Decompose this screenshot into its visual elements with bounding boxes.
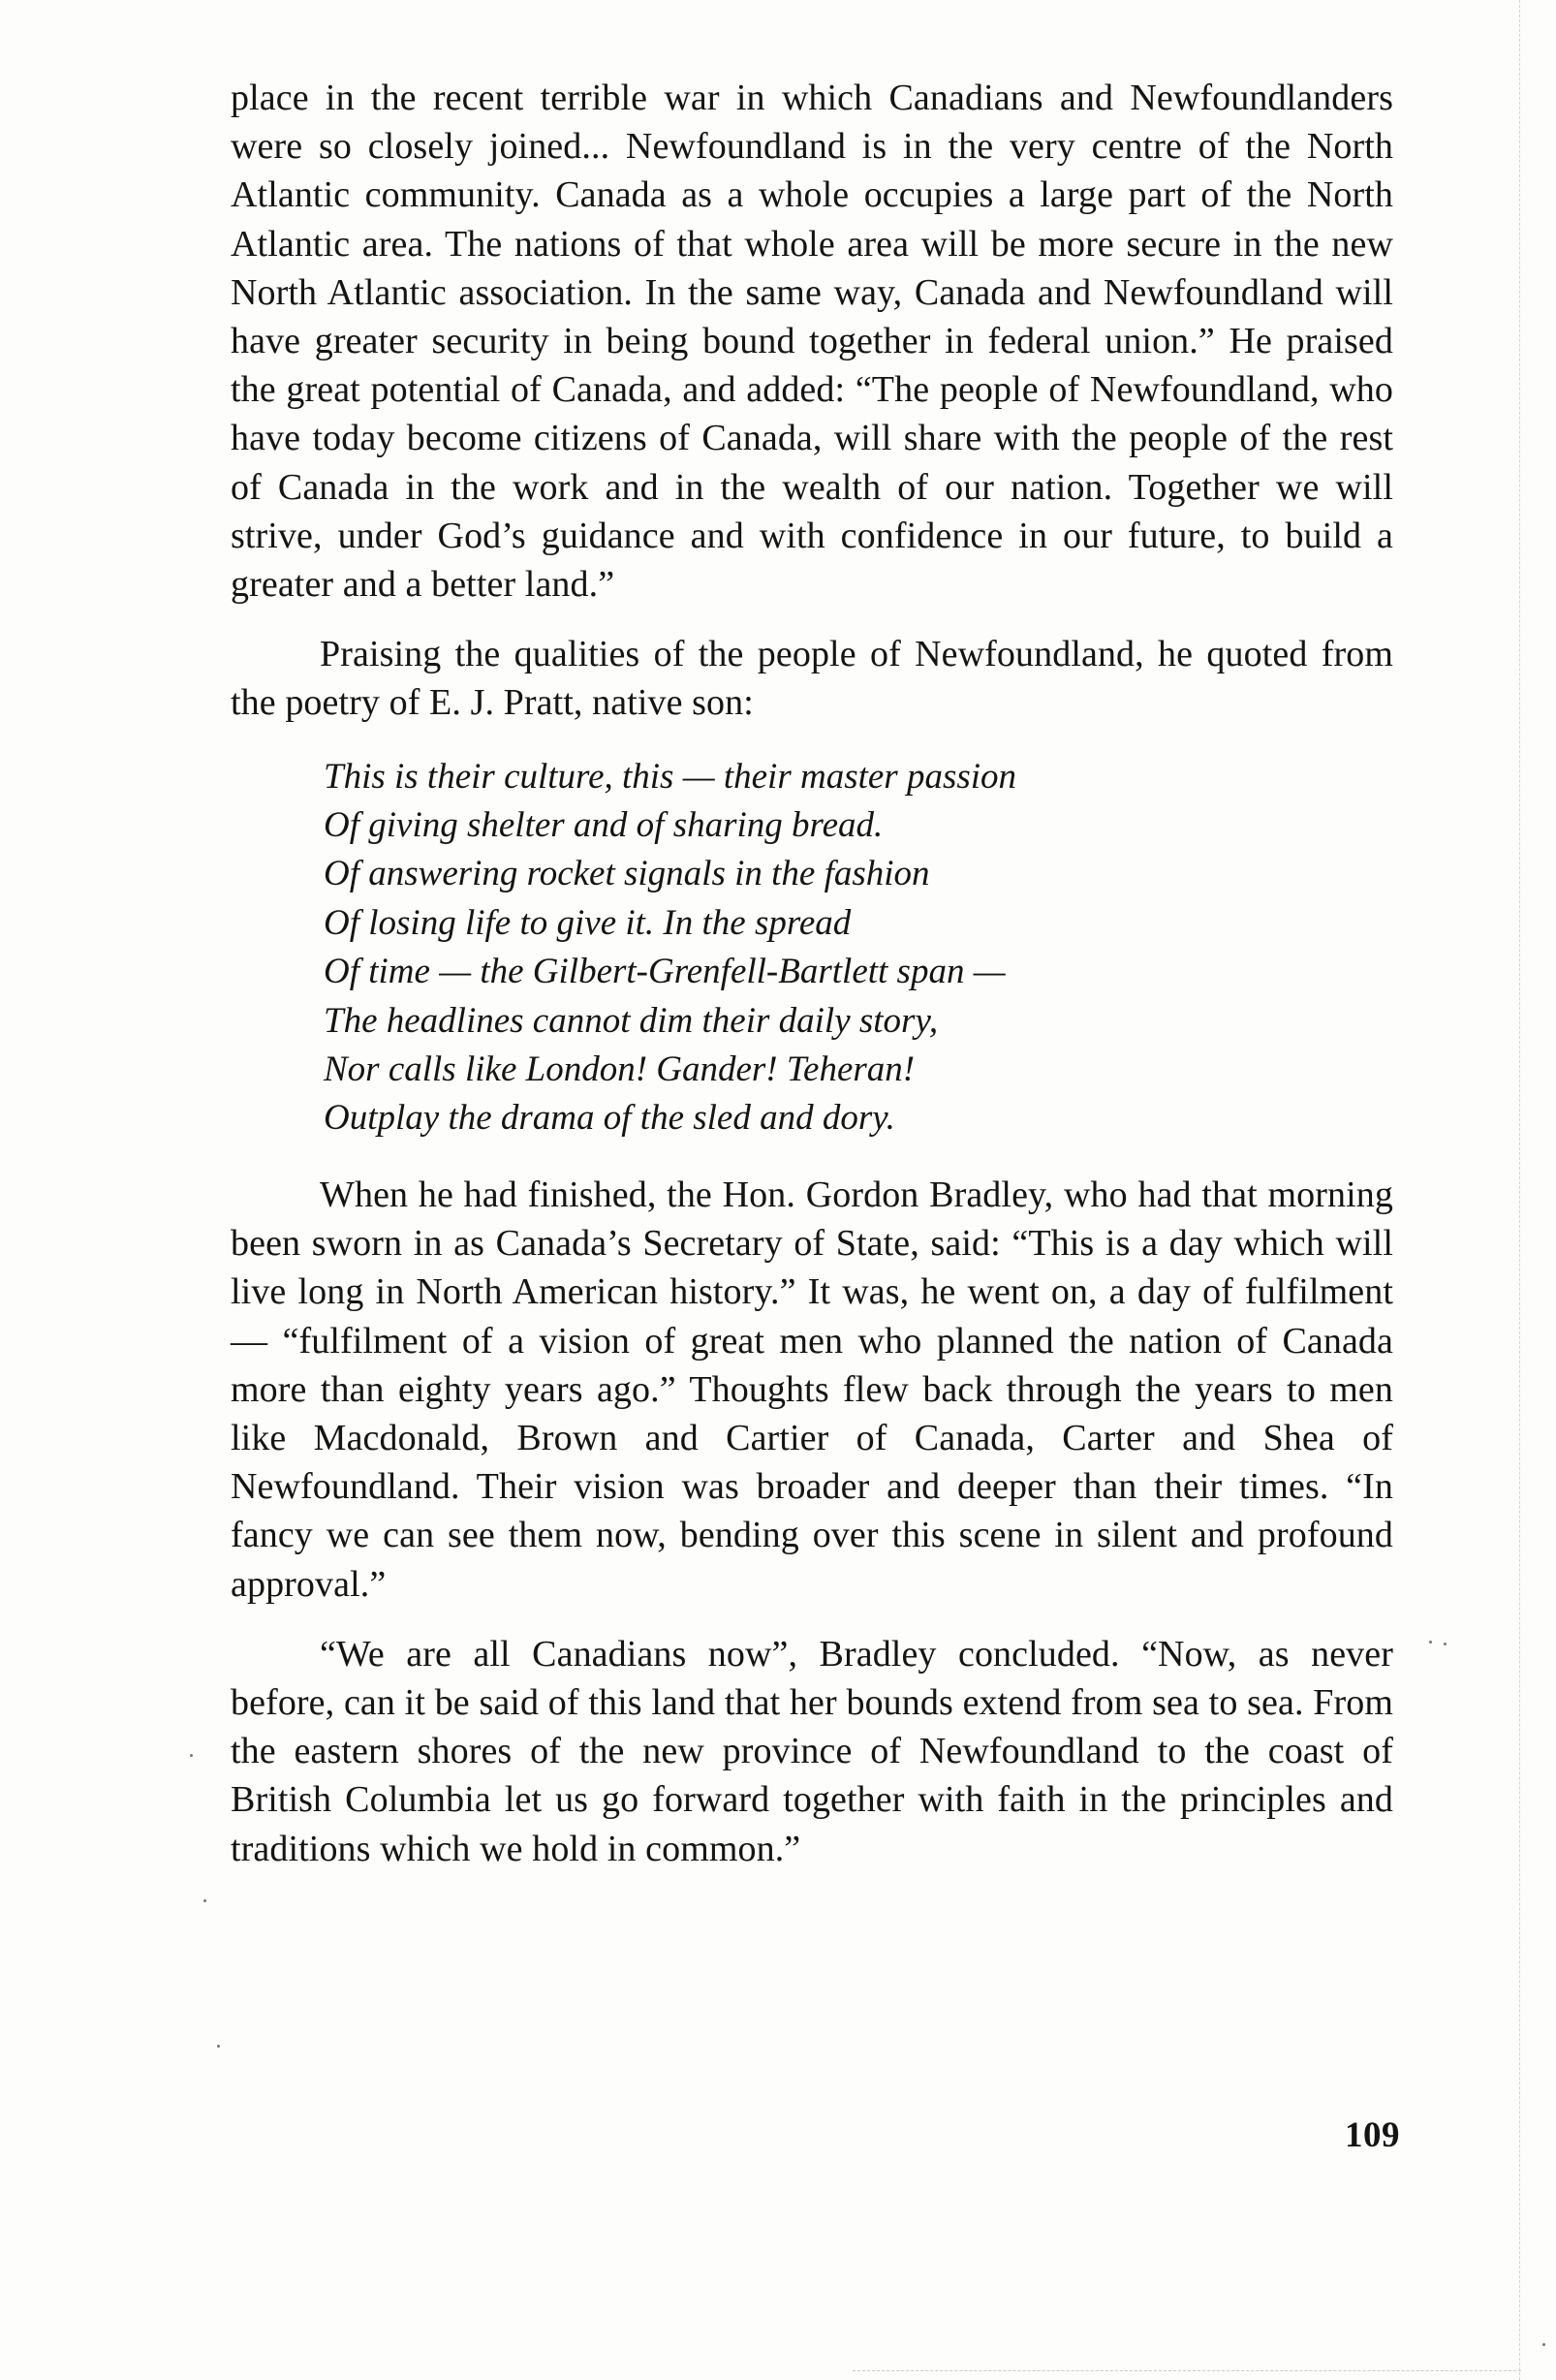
poem-line: Of answering rocket signals in the fashion bbox=[324, 854, 930, 894]
paragraph-2: Praising the qualities of the people of Newfoundland, he quoted from the poetry of E. J. Pratt, native son: bbox=[231, 634, 1393, 724]
scan-speck bbox=[217, 2045, 220, 2048]
poem-line: This is their culture, this — their master passion bbox=[324, 756, 1017, 797]
paragraph-4: “We are all Canadians now”, Bradley concluded. “Now, as never before, can it be said of this land that her bounds extend from sea to sea. From the eastern shores of the new province of Newfoundland to the coast of British Columbia let us go forward together with faith in the principles and traditions which we hold in common.” bbox=[231, 1633, 1393, 1869]
poem-line: Of giving shelter and of sharing bread. bbox=[324, 805, 884, 846]
scan-edge-bottom bbox=[853, 2370, 1521, 2371]
scan-speck bbox=[1444, 1643, 1447, 1645]
paragraph-1: place in the recent terrible war in which Canadians and Newfoundlanders were so closely joined... Newfoundland is in the very centre of the North Atlantic community. Canada as a whole occupies a large part of the North Atlantic area. The nations of that whole area will be more secure in the new North Atlantic association. In the same way, Canada and Newfoundland will have greater security in being bound together in federal union.” He praised the great potential of Canada, and added: “The people of Newfoundland, who have today become citizens of Canada, will share with the people of the rest of Canada in the work and in the wealth of our nation. Together we will strive, under God’s guidance and with confidence in our future, to build a greater and a better land.” bbox=[231, 78, 1393, 606]
paragraph-3: When he had finished, the Hon. Gordon Bradley, who had that morning been sworn in as Canada’s Secretary of State, said: “This is a day which will live long in North American history.” It was, he went on, a day of fulfilment — “fulfilment of a vision of great men who planned the nation of Canada more than eighty years ago.” Thoughts flew back through the years to men like Macdonald, Brown and Cartier of Canada, Carter and Shea of Newfoundland. Their vision was broader and deeper than their times. “In fancy we can see them now, bending over this scene in silent and profound approval.” bbox=[231, 1174, 1393, 1605]
body-text bbox=[231, 74, 1393, 1873]
poem-line: Of losing life to give it. In the spread bbox=[324, 902, 852, 943]
scan-edge-right bbox=[1519, 0, 1524, 2380]
poem-line: The headlines cannot dim their daily story, bbox=[324, 1000, 939, 1041]
scan-speck bbox=[1429, 1641, 1432, 1644]
scan-speck bbox=[203, 1899, 206, 1902]
poem-quote bbox=[231, 753, 1393, 1143]
poem-line: Of time — the Gilbert-Grenfell-Bartlett span — bbox=[324, 952, 1006, 992]
scan-speck bbox=[1542, 2343, 1545, 2346]
scan-speck bbox=[190, 1754, 193, 1757]
page-number: 109 bbox=[1345, 2115, 1400, 2155]
poem-line: Outplay the drama of the sled and dory. bbox=[324, 1098, 895, 1139]
poem-line: Nor calls like London! Gander! Teheran! bbox=[324, 1049, 916, 1090]
